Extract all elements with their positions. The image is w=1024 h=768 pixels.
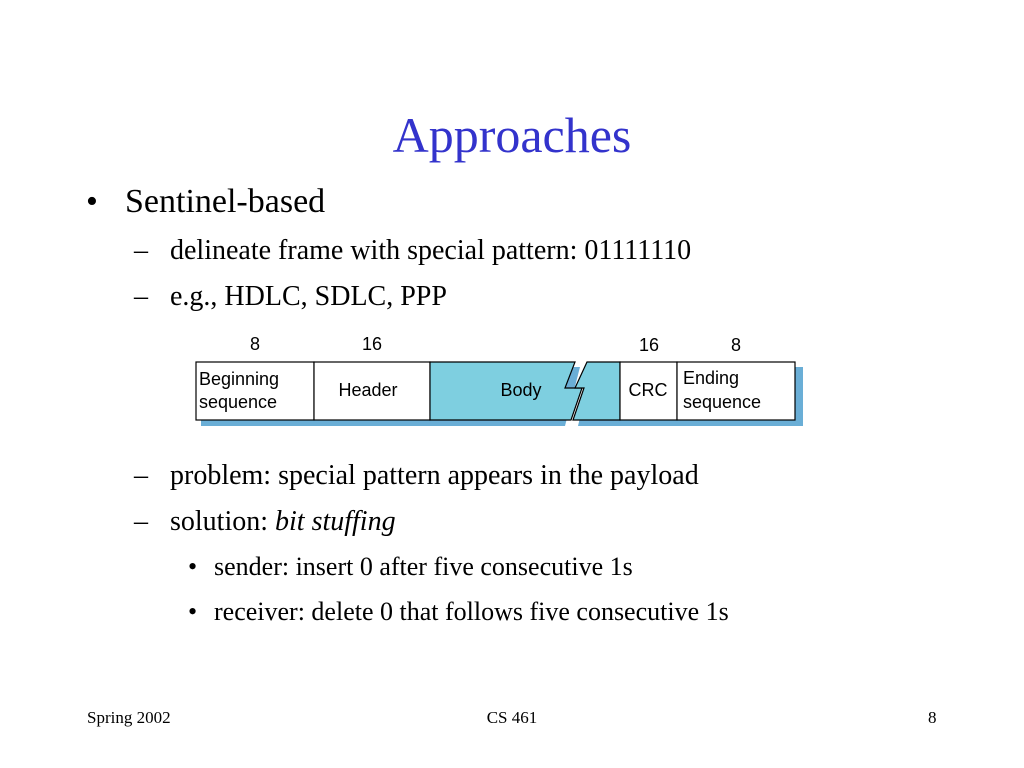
dash-marker: – xyxy=(134,506,148,537)
ending-label-line1: Ending xyxy=(683,368,740,388)
solution-emphasis: bit stuffing xyxy=(275,506,396,537)
bullet-dot: • xyxy=(86,183,98,220)
size-label-header: 16 xyxy=(361,334,383,354)
dash-marker: – xyxy=(134,235,148,266)
subsub-bullet-sender: sender: insert 0 after five consecutive 1s xyxy=(214,552,633,581)
body-label: Body xyxy=(500,380,542,400)
size-label-ending: 8 xyxy=(730,335,742,355)
sub-bullet-solution xyxy=(170,506,396,538)
bullet-dot: • xyxy=(188,597,198,626)
ending-label-line2: sequence xyxy=(683,392,762,412)
crc-label: CRC xyxy=(628,380,668,400)
size-label-crc: 16 xyxy=(638,335,660,355)
sub-bullet-problem: problem: special pattern appears in the payload xyxy=(170,460,699,491)
subsub-bullet-receiver: receiver: delete 0 that follows five consecutive 1s xyxy=(214,597,729,626)
solution-prefix: solution: xyxy=(170,506,276,537)
sub-bullet-examples: e.g., HDLC, SDLC, PPP xyxy=(170,281,447,312)
bullet-sentinel-based: Sentinel-based xyxy=(125,183,326,220)
slide-title: Approaches xyxy=(392,107,632,163)
footer-date: Spring 2002 xyxy=(87,708,171,727)
frame-format-diagram xyxy=(190,330,810,430)
footer-course: CS 461 xyxy=(486,708,538,727)
size-label-beginning: 8 xyxy=(249,334,261,354)
beginning-label-line1: Beginning xyxy=(199,369,280,389)
beginning-label-line2: sequence xyxy=(199,392,278,412)
dash-marker: – xyxy=(134,281,148,312)
bullet-dot: • xyxy=(188,552,198,581)
footer-page-number: 8 xyxy=(928,708,937,727)
dash-marker: – xyxy=(134,460,148,491)
header-label: Header xyxy=(338,380,398,400)
sub-bullet-delineate: delineate frame with special pattern: 01111110 xyxy=(170,235,692,266)
